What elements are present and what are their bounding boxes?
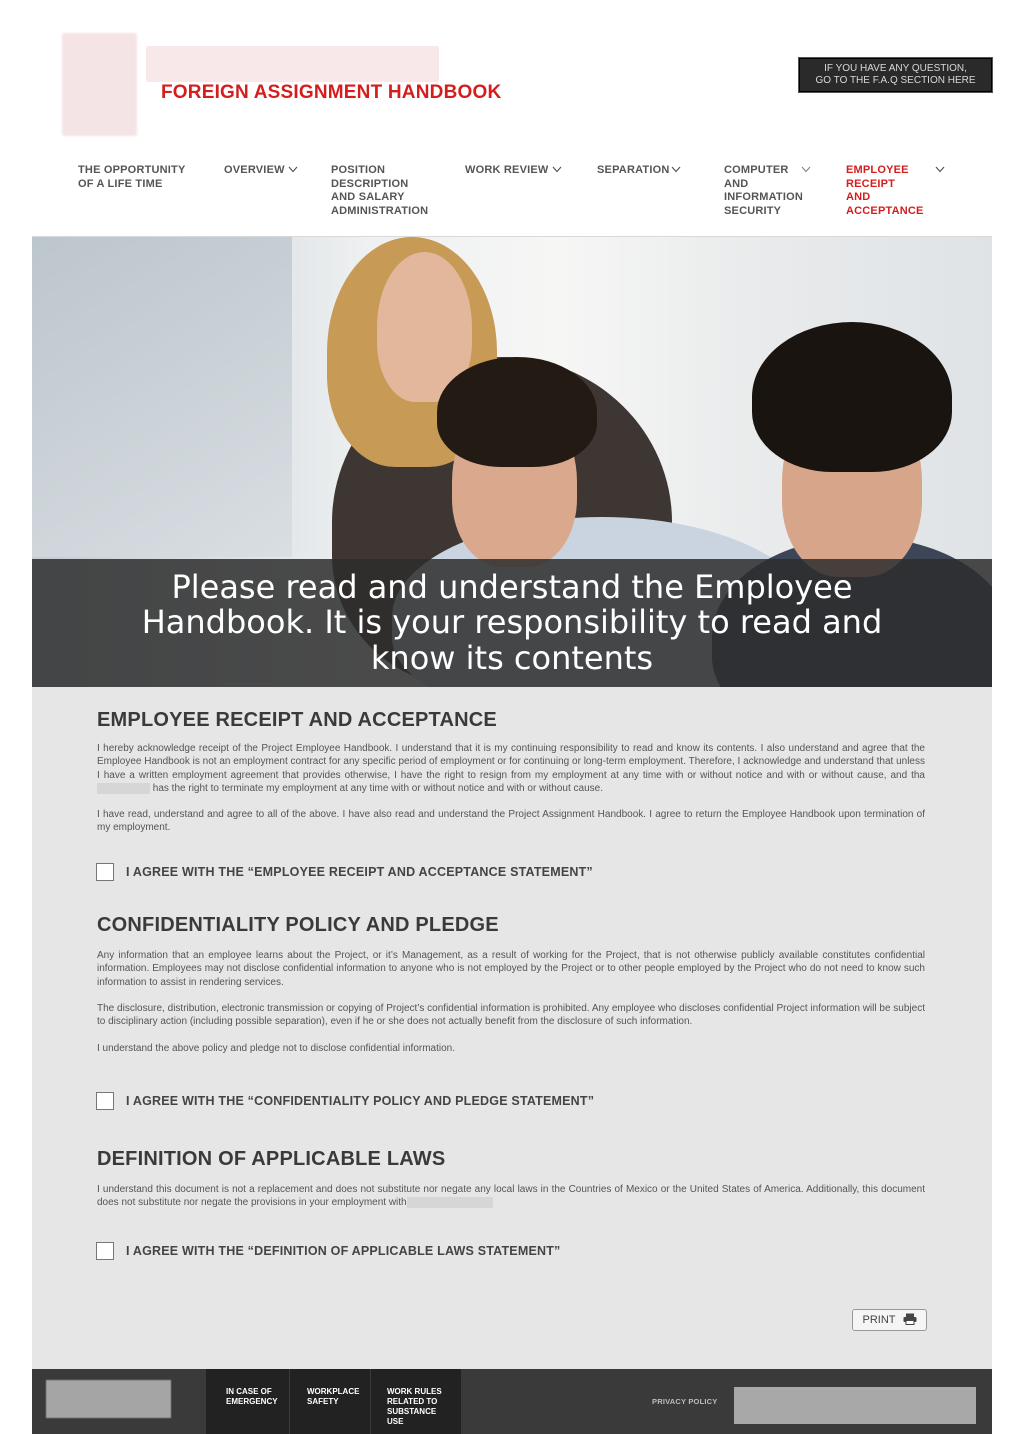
footer-links xyxy=(206,1369,462,1434)
nav-label-line: ACCEPTANCE xyxy=(846,204,924,217)
footer-partner-logo xyxy=(734,1387,976,1424)
nav-label-line: SEPARATION xyxy=(597,164,670,176)
nav-label-line: OF A LIFE TIME xyxy=(78,177,163,190)
nav-item-opportunity[interactable] xyxy=(78,164,186,191)
nav-label-line: ADMINISTRATION xyxy=(331,204,429,217)
receipt-paragraph-1 xyxy=(97,742,925,796)
footer-link-line: WORKPLACE xyxy=(307,1387,360,1396)
footer-link-line: SUBSTANCE USE xyxy=(387,1407,437,1426)
faq-line-2: GO TO THE F.A.Q SECTION HERE xyxy=(815,75,976,86)
hero-background-window xyxy=(32,237,292,557)
printer-icon xyxy=(903,1313,917,1328)
privacy-policy-link[interactable]: PRIVACY POLICY xyxy=(652,1397,718,1406)
nav-label-line: AND SALARY xyxy=(331,191,405,203)
section-title-laws: DEFINITION OF APPLICABLE LAWS xyxy=(97,1148,446,1170)
nav-item-position-description[interactable] xyxy=(331,164,428,218)
site-title: FOREIGN ASSIGNMENT HANDBOOK xyxy=(161,82,502,103)
checkbox-icon[interactable] xyxy=(96,1092,114,1110)
section-title-confidentiality: CONFIDENTIALITY POLICY AND PLEDGE xyxy=(97,914,499,936)
receipt-text-a: I hereby acknowledge receipt of the Project Employee Handbook. I understand that it is my continuing responsibility to read and know its contents. I also understand and agree that the Employee Handbook is not an employment contract for any specific period of employment or for continuing or long-term employment. Therefore, I acknowledge and understand that unless I have a written employment agreement that provides otherwise, I have the right to resign from my employment at any time with or without notice and with or without cause, and tha xyxy=(97,743,925,781)
hero-caption: Please read and understand the Employee Handbook. It is your responsibility to read and know its contents xyxy=(141,567,883,677)
footer-link-line: SAFETY xyxy=(307,1397,339,1406)
chevron-down-icon[interactable] xyxy=(935,166,944,175)
hero-image xyxy=(32,237,992,687)
footer-link-line: WORK RULES xyxy=(387,1387,442,1396)
nav-label-line: SECURITY xyxy=(724,204,782,217)
redacted-text xyxy=(407,1197,493,1208)
nav-label-line: THE OPPORTUNITY xyxy=(78,164,186,176)
nav-item-employee-receipt[interactable] xyxy=(846,164,924,218)
agree-confidentiality-checkbox[interactable] xyxy=(96,1092,594,1110)
agree-confidentiality-label: I AGREE WITH THE “CONFIDENTIALITY POLICY AND PLEDGE STATEMENT” xyxy=(126,1094,595,1108)
checkbox-icon[interactable] xyxy=(96,863,114,881)
receipt-text-b: has the right to terminate my employment at any time with or without notice and with or without cause. xyxy=(150,783,603,795)
footer-logo[interactable] xyxy=(46,1380,171,1418)
confidentiality-paragraph-2: The disclosure, distribution, electronic transmission or copying of Project’s confidential information is prohibited. Any employee who discloses confidential Project information will be subject to disciplinary action (including possible separation), even if he or she does not actually benefit from the disclosure of such information. xyxy=(97,1003,925,1028)
nav-item-overview[interactable] xyxy=(224,164,285,178)
main-content xyxy=(32,687,992,1369)
agree-laws-checkbox[interactable] xyxy=(96,1242,561,1260)
hero-figure xyxy=(437,357,597,467)
chevron-down-icon[interactable] xyxy=(801,166,810,175)
chevron-down-icon[interactable] xyxy=(552,166,561,175)
nav-label-line: OVERVIEW xyxy=(224,164,285,176)
footer-link-line: RELATED TO xyxy=(387,1397,438,1406)
nav-label-line: RECEIPT xyxy=(846,177,896,190)
confidentiality-paragraph-1: Any information that an employee learns about the Project, or it’s Management, as a result of working for the Project, that is not otherwise publicly available constitutes confidential information. Employees may not disclose confidential information to anyone who is not employed by the Project or to other people employed by the Project who do not need to know such information to assist in rendering services. xyxy=(97,950,925,988)
nav-item-computer-security[interactable] xyxy=(724,164,803,218)
footer-link-line: IN CASE OF xyxy=(226,1387,272,1396)
footer-link-line: EMERGENCY xyxy=(226,1397,278,1406)
confidentiality-paragraph-3: I understand the above policy and pledge not to disclose confidential information. xyxy=(97,1043,456,1054)
print-label: PRINT xyxy=(862,1314,896,1326)
agree-receipt-label: I AGREE WITH THE “EMPLOYEE RECEIPT AND ACCEPTANCE STATEMENT” xyxy=(126,865,593,879)
agree-receipt-checkbox[interactable] xyxy=(96,863,593,881)
laws-paragraph-1 xyxy=(97,1183,925,1210)
laws-text: I understand this document is not a replacement and does not substitute nor negate any local laws in the Countries of Mexico or the United States of America. Additionally, this document does not substitute nor negate the provisions in your employment with xyxy=(97,1184,925,1209)
redacted-text xyxy=(97,783,150,794)
chevron-down-icon[interactable] xyxy=(671,166,680,175)
chevron-down-icon[interactable] xyxy=(288,166,297,175)
agree-laws-label: I AGREE WITH THE “DEFINITION OF APPLICABLE LAWS STATEMENT” xyxy=(126,1244,561,1258)
nav-label-line: AND xyxy=(724,177,749,190)
checkbox-icon[interactable] xyxy=(96,1242,114,1260)
nav-label-line: DESCRIPTION xyxy=(331,177,409,190)
receipt-paragraph-2: I have read, understand and agree to all of the above. I have also read and understand the Project Assignment Handbook. I agree to return the Employee Handbook upon termination of my employment. xyxy=(97,809,925,834)
section-title-receipt: EMPLOYEE RECEIPT AND ACCEPTANCE xyxy=(97,709,497,731)
nav-label-line: EMPLOYEE xyxy=(846,164,909,176)
footer xyxy=(32,1369,992,1434)
faq-button[interactable] xyxy=(798,57,993,93)
nav-label-line: INFORMATION xyxy=(724,191,803,203)
hero-caption-band xyxy=(32,559,992,687)
brand-name-redacted xyxy=(146,46,439,82)
footer-link-substance-use[interactable] xyxy=(371,1369,462,1434)
print-button[interactable] xyxy=(852,1309,927,1331)
nav-item-work-review[interactable] xyxy=(465,164,548,178)
nav-label-line: AND xyxy=(846,191,871,203)
hero-figure xyxy=(752,322,952,472)
footer-link-workplace-safety[interactable] xyxy=(290,1369,371,1434)
nav-label-line: POSITION xyxy=(331,164,386,176)
footer-link-emergency[interactable] xyxy=(206,1369,290,1434)
logo[interactable] xyxy=(62,33,137,136)
faq-line-1: IF YOU HAVE ANY QUESTION, xyxy=(824,63,967,74)
nav-item-separation[interactable] xyxy=(597,164,670,178)
nav-label-line: COMPUTER xyxy=(724,164,789,176)
nav-label-line: WORK REVIEW xyxy=(465,164,549,176)
